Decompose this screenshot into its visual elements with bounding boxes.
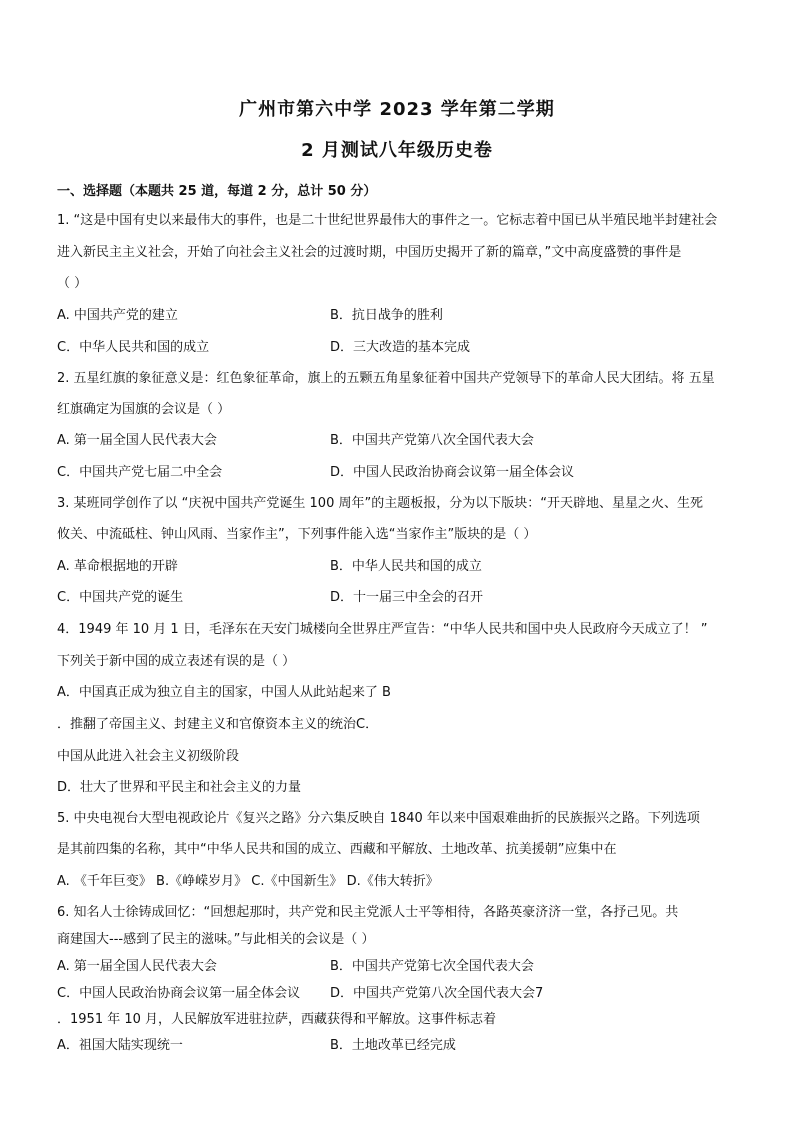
question-3-option-d: D．十一届三中全会的召开: [330, 590, 484, 605]
question-4-line6: D．壮大了世界和平民主和社会主义的力量: [57, 780, 302, 795]
question-6-option-c: C．中国人民政治协商会议第一届全体会议: [57, 986, 301, 1001]
question-6-line2: 商建国大---感到了民主的滋味。”与此相关的会议是（ ）: [57, 932, 375, 947]
exam-title-line2: 2 月测试八年级历史卷: [301, 140, 493, 161]
question-1-line2: 进入新民主主义社会，开始了向社会主义社会的过渡时期，中国历史揭开了新的篇章，”文中高度盛赞的事件是: [57, 245, 682, 260]
question-1-line3: （ ）: [57, 276, 88, 291]
question-4-line3: A．中国真正成为独立自主的国家，中国人从此站起来了 B: [57, 685, 391, 700]
question-2-option-a: A. 第一届全国人民代表大会: [57, 433, 217, 448]
question-5-options: A. 《千年巨变》 B.《峥嵘岁月》 C.《中国新生》 D.《伟大转折》: [57, 874, 439, 889]
question-7-line1: ．1951 年 10 月，人民解放军进驻拉萨，西藏获得和平解放。这事件标志着: [57, 1012, 497, 1027]
question-2-line1: 2. 五星红旗的象征意义是：红色象征革命，旗上的五颗五角星象征着中国共产党领导下的革命人民大团结。将 五星: [57, 371, 715, 386]
question-1-line1: 1. “这是中国有史以来最伟大的事件，也是二十世纪世界最伟大的事件之一。它标志着中国已从半殖民地半封建社会: [57, 213, 718, 228]
question-1-option-c: C．中华人民共和国的成立: [57, 340, 210, 355]
question-3-option-c: C．中国共产党的诞生: [57, 590, 184, 605]
question-1-option-d: D．三大改造的基本完成: [330, 340, 471, 355]
question-1-option-a: A. 中国共产党的建立: [57, 308, 178, 323]
question-4-line2: 下列关于新中国的成立表述有误的是（ ）: [57, 654, 296, 669]
question-4-line5: 中国从此进入社会主义初级阶段: [57, 749, 240, 764]
question-4-line1: 4．1949 年 10 月 1 日，毛泽东在天安门城楼向全世界庄严宣告：“中华人民共和国中央人民政府今天成立了！ ”: [57, 622, 708, 637]
question-7-option-a: A．祖国大陆实现统一: [57, 1038, 183, 1053]
question-2-line2: 红旗确定为国旗的会议是（ ）: [57, 402, 231, 417]
question-4-line4: ．推翻了帝国主义、封建主义和官僚资本主义的统治C．: [57, 717, 379, 732]
question-7-option-b: B．土地改革已经完成: [330, 1038, 456, 1053]
question-6-option-b: B．中国共产党第七次全国代表大会: [330, 959, 534, 974]
question-2-option-b: B．中国共产党第八次全国代表大会: [330, 433, 534, 448]
question-3-option-a: A. 革命根据地的开辟: [57, 559, 178, 574]
question-2-option-c: C．中国共产党七届二中全会: [57, 465, 223, 480]
exam-title-line1: 广州市第六中学 2023 学年第二学期: [239, 99, 555, 120]
question-3-line2: 攸关、中流砥柱、钟山风雨、当家作主”，下列事件能入选“当家作主”版块的是（ ）: [57, 527, 537, 542]
question-3-line1: 3. 某班同学创作了以 “庆祝中国共产党诞生 100 周年”的主题板报，分为以下版块：“开天辟地、星星之火、生死: [57, 496, 703, 511]
question-2-option-d: D．中国人民政治协商会议第一届全体会议: [330, 465, 575, 480]
section-heading: 一、选择题（本题共 25 道，每道 2 分，总计 50 分）: [57, 184, 377, 199]
question-3-option-b: B．中华人民共和国的成立: [330, 559, 482, 574]
question-5-line2: 是其前四集的名称，其中“中华人民共和国的成立、西藏和平解放、土地改革、抗美援朝”应集中在: [57, 842, 617, 857]
question-5-line1: 5. 中央电视台大型电视政论片《复兴之路》分六集反映自 1840 年以来中国艰难曲折的民族振兴之路。下列选项: [57, 811, 700, 826]
question-1-option-b: B．抗日战争的胜利: [330, 308, 443, 323]
question-6-line1: 6. 知名人士徐铸成回忆：“回想起那时，共产党和民主党派人士平等相待，各路英豪济济一堂，各抒己见。共: [57, 905, 679, 920]
question-6-option-d: D．中国共产党第八次全国代表大会7: [330, 986, 544, 1001]
question-6-option-a: A. 第一届全国人民代表大会: [57, 959, 217, 974]
